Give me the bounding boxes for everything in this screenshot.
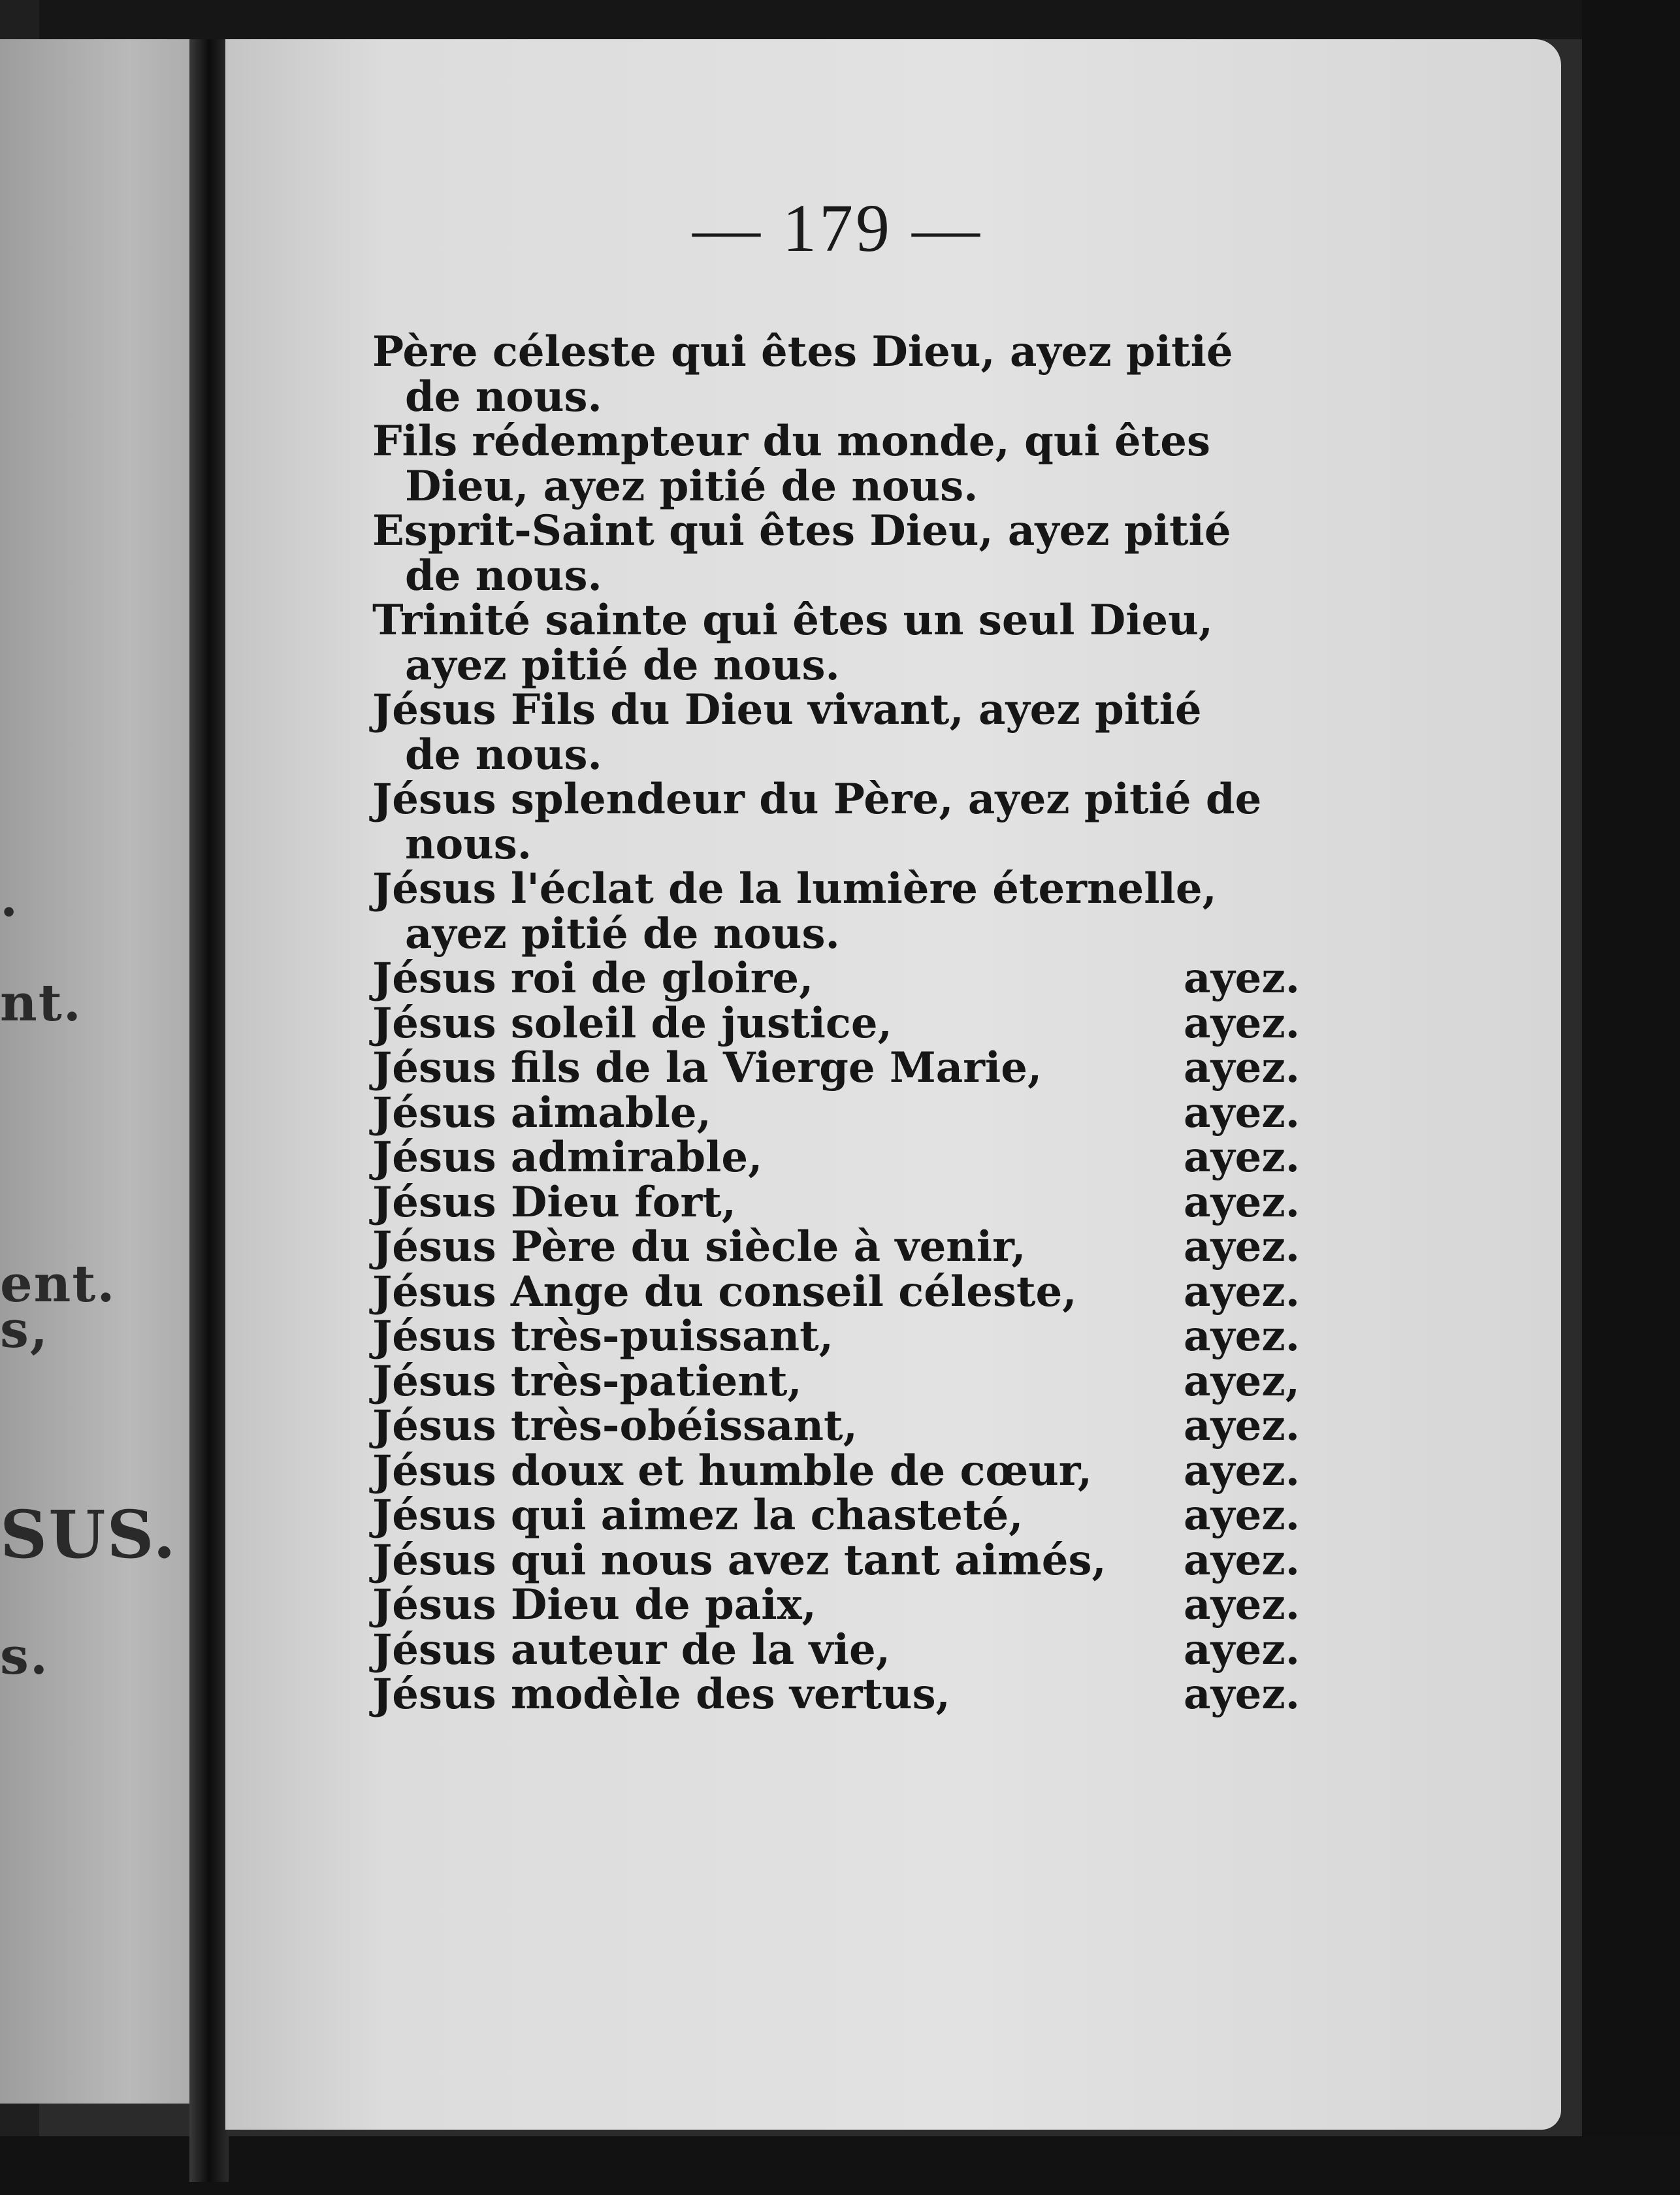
invocation-text: Jésus admirable, [372,1133,763,1182]
invocation-continuation: de nous. [405,730,602,779]
short-invocation [372,956,1326,1001]
short-invocation [372,1043,1326,1092]
short-invocation [372,1314,1326,1359]
invocation-continuation: ayez pitié de nous. [405,909,840,958]
invocation-text: Jésus Dieu de paix, [372,1580,816,1629]
invocation-text: Jésus Dieu fort, [372,1177,736,1227]
left-page-fragment: SUS. [0,1496,177,1573]
short-invocation [372,1267,1326,1316]
invocation-text: Jésus modèle des vertus, [372,1670,950,1719]
response: ayez. [1184,1580,1300,1629]
short-invocation [372,1625,1326,1674]
invocation-continuation: Dieu, ayez pitié de nous. [405,461,978,511]
page-number: — 179 — [692,191,982,266]
response: ayez. [1184,1177,1300,1227]
invocation-continuation: de nous. [405,551,602,600]
invocation-text: Jésus fils de la Vierge Marie, [372,1043,1042,1092]
invocation [372,777,1326,867]
film-border-top [0,0,1680,39]
short-invocation [372,1088,1326,1137]
invocation [372,864,1326,958]
short-invocation [372,1580,1326,1629]
invocation-continuation: nous. [405,819,532,869]
invocation [372,327,1326,421]
response: ayez. [1184,1133,1300,1182]
invocation-text: Jésus très-obéissant, [372,1401,858,1450]
short-invocation [372,1356,1326,1406]
short-invocation [372,1401,1326,1450]
left-page [0,39,216,2104]
invocation-text: Jésus Ange du conseil céleste, [372,1267,1077,1316]
book-gutter [189,39,229,2182]
response: ayez. [1184,1043,1300,1092]
invocation-text: Jésus qui aimez la chasteté, [372,1491,1024,1540]
left-page-fragment: ent. [0,1254,116,1314]
invocation-text: Jésus très-puissant, [372,1312,833,1361]
response: ayez. [1184,1312,1300,1361]
response: ayez. [1184,1222,1300,1271]
invocation [372,685,1326,779]
short-invocation [372,1535,1326,1585]
invocation-line: Jésus l'éclat de la lumière éternelle, [372,864,1217,913]
left-page-fragment: . [0,869,20,928]
response: ayez. [1184,1535,1300,1585]
film-border-right [1582,0,1680,2195]
left-page-fragment: s. [0,1627,50,1686]
invocation-text: Jésus doux et humble de cœur, [372,1446,1093,1495]
response: ayez. [1184,1446,1300,1495]
short-invocation [372,1135,1326,1180]
left-page-fragment: s, [0,1300,50,1359]
short-invocation [372,1493,1326,1538]
response: ayez. [1184,1670,1300,1719]
left-page-fragment: nt. [0,973,82,1033]
short-invocation [372,1177,1326,1227]
invocation [372,506,1326,600]
invocation-line: Jésus splendeur du Père, ayez pitié de [372,775,1262,824]
invocation-line: Père céleste qui êtes Dieu, ayez pitié [372,327,1233,376]
film-border-bottom [0,2136,1680,2195]
invocation-text: Jésus auteur de la vie, [372,1625,890,1674]
short-invocation [372,998,1326,1048]
invocation-text: Jésus roi de gloire, [372,954,814,1003]
invocation-line: Fils rédempteur du monde, qui êtes [372,417,1210,466]
invocation-line: Trinité sainte qui êtes un seul Dieu, [372,596,1214,645]
response: ayez, [1184,1356,1300,1406]
response: ayez. [1184,1401,1300,1450]
invocation-continuation: ayez pitié de nous. [405,640,840,690]
invocation-text: Jésus Père du siècle à venir, [372,1222,1026,1271]
response: ayez. [1184,1491,1300,1540]
response: ayez. [1184,1267,1300,1316]
invocation-text: Jésus soleil de justice, [372,998,892,1048]
invocation-continuation: de nous. [405,372,602,421]
invocation-text: Jésus qui nous avez tant aimés, [372,1535,1107,1585]
short-invocation [372,1222,1326,1271]
invocation [372,419,1326,509]
invocation-line: Jésus Fils du Dieu vivant, ayez pitié [372,685,1202,734]
invocation-text: Jésus aimable, [372,1088,711,1137]
invocation-text: Jésus très-patient, [372,1356,802,1406]
litany-text [372,327,1326,1719]
response: ayez. [1184,1625,1300,1674]
short-invocation [372,1446,1326,1495]
response: ayez. [1184,1088,1300,1137]
response: ayez. [1184,998,1300,1048]
short-invocation [372,1672,1326,1717]
invocation [372,598,1326,688]
invocation-line: Esprit-Saint qui êtes Dieu, ayez pitié [372,506,1231,555]
response: ayez. [1184,954,1300,1003]
